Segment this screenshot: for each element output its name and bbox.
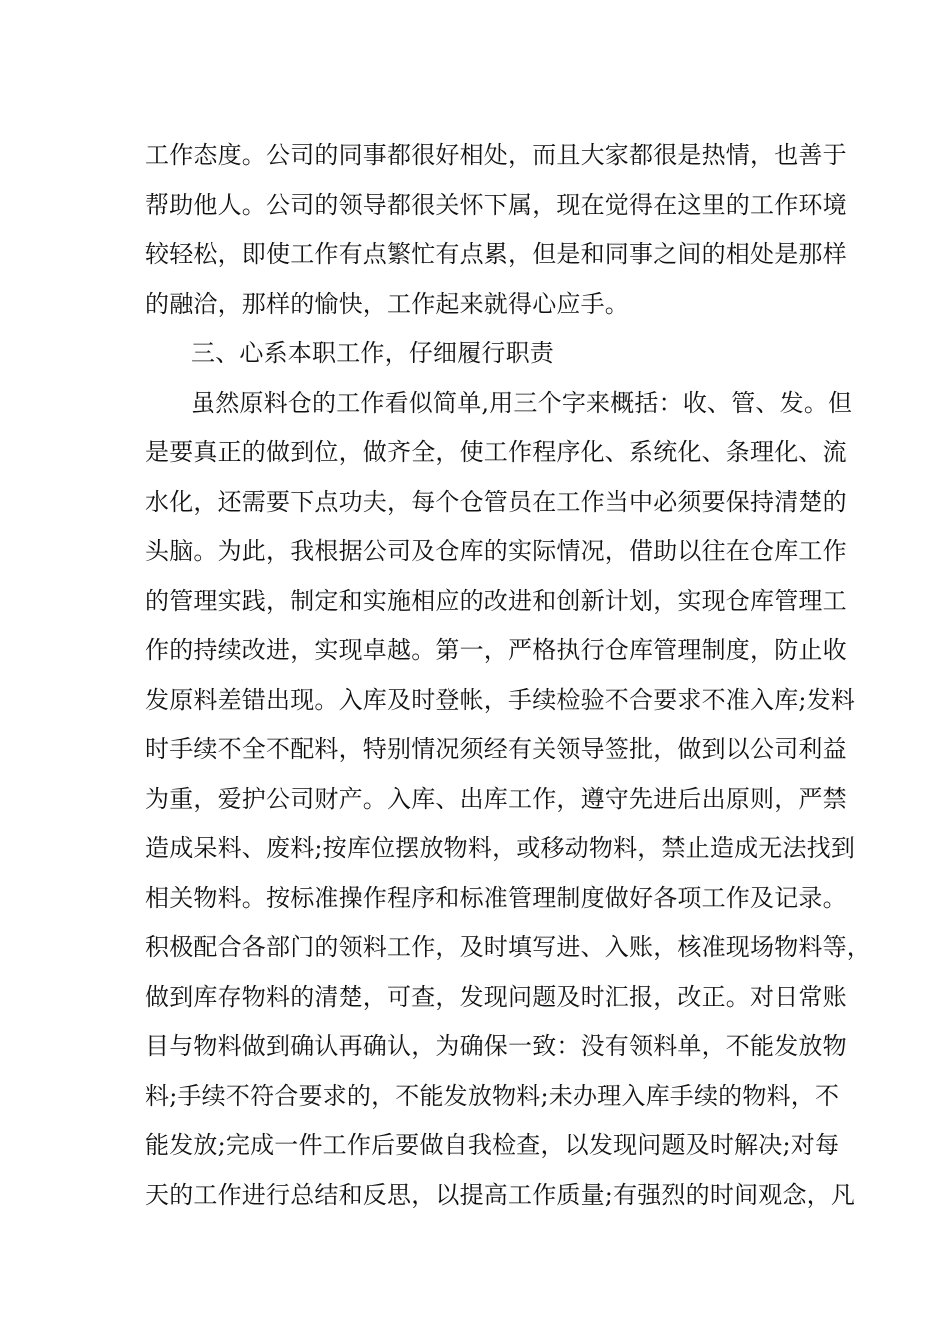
text-line: 帮助他人。公司的领导都很关怀下属，现在觉得在这里的工作环境 (145, 190, 847, 219)
text-line: 相关物料。按标准操作程序和标准管理制度做好各项工作及记录。 (145, 883, 847, 912)
text-line: 时手续不全不配料，特别情况须经有关领导签批，做到以公司利益 (145, 735, 847, 763)
body-text (145, 131, 871, 1220)
text-line: 工作态度。公司的同事都很好相处，而且大家都很是热情，也善于 (145, 141, 847, 169)
text-line: 作的持续改进，实现卓越。第一，严格执行仓库管理制度，防止收 (145, 636, 847, 664)
text-line: 水化，还需要下点功夫，每个仓管员在工作当中必须要保持清楚的 (145, 487, 847, 516)
text-line: 为重，爱护公司财产。入库、出库工作，遵守先进后出原则，严禁 (145, 784, 847, 813)
text-line: 造成呆料、废料;按库位摆放物料，或移动物料，禁止造成无法找到 (145, 834, 856, 862)
text-line: 能发放;完成一件工作后要做自我检查，以发现问题及时解决;对每 (145, 1131, 840, 1159)
text-line: 目与物料做到确认再确认，为确保一致：没有领料单，不能发放物 (145, 1032, 847, 1060)
text-line: 积极配合各部门的领料工作，及时填写进、入账，核准现场物料等， (145, 933, 871, 961)
section-heading: 三、心系本职工作，仔细履行职责 (191, 339, 554, 367)
paragraph-first-line: 虽然原料仓的工作看似简单,用三个字来概括：收、管、发。但 (191, 388, 853, 417)
text-line: 是要真正的做到位，做齐全，使工作程序化、系统化、条理化、流 (145, 438, 847, 466)
text-line: 的管理实践，制定和实施相应的改进和创新计划，实现仓库管理工 (145, 586, 847, 615)
text-line: 较轻松，即使工作有点繁忙有点累，但是和同事之间的相处是那样 (145, 240, 847, 268)
text-line: 发原料差错出现。入库及时登帐，手续检验不合要求不准入库;发料 (145, 685, 856, 714)
text-line: 天的工作进行总结和反思，以提高工作质量;有强烈的时间观念，凡 (145, 1180, 856, 1209)
text-line: 的融洽，那样的愉快，工作起来就得心应手。 (145, 289, 629, 318)
text-line: 料;手续不符合要求的，不能发放物料;未办理入库手续的物料，不 (145, 1081, 840, 1110)
text-line: 做到库存物料的清楚，可查，发现问题及时汇报，改正。对日常账 (145, 982, 847, 1011)
text-line: 头脑。为此，我根据公司及仓库的实际情况，借助以往在仓库工作 (145, 537, 847, 565)
